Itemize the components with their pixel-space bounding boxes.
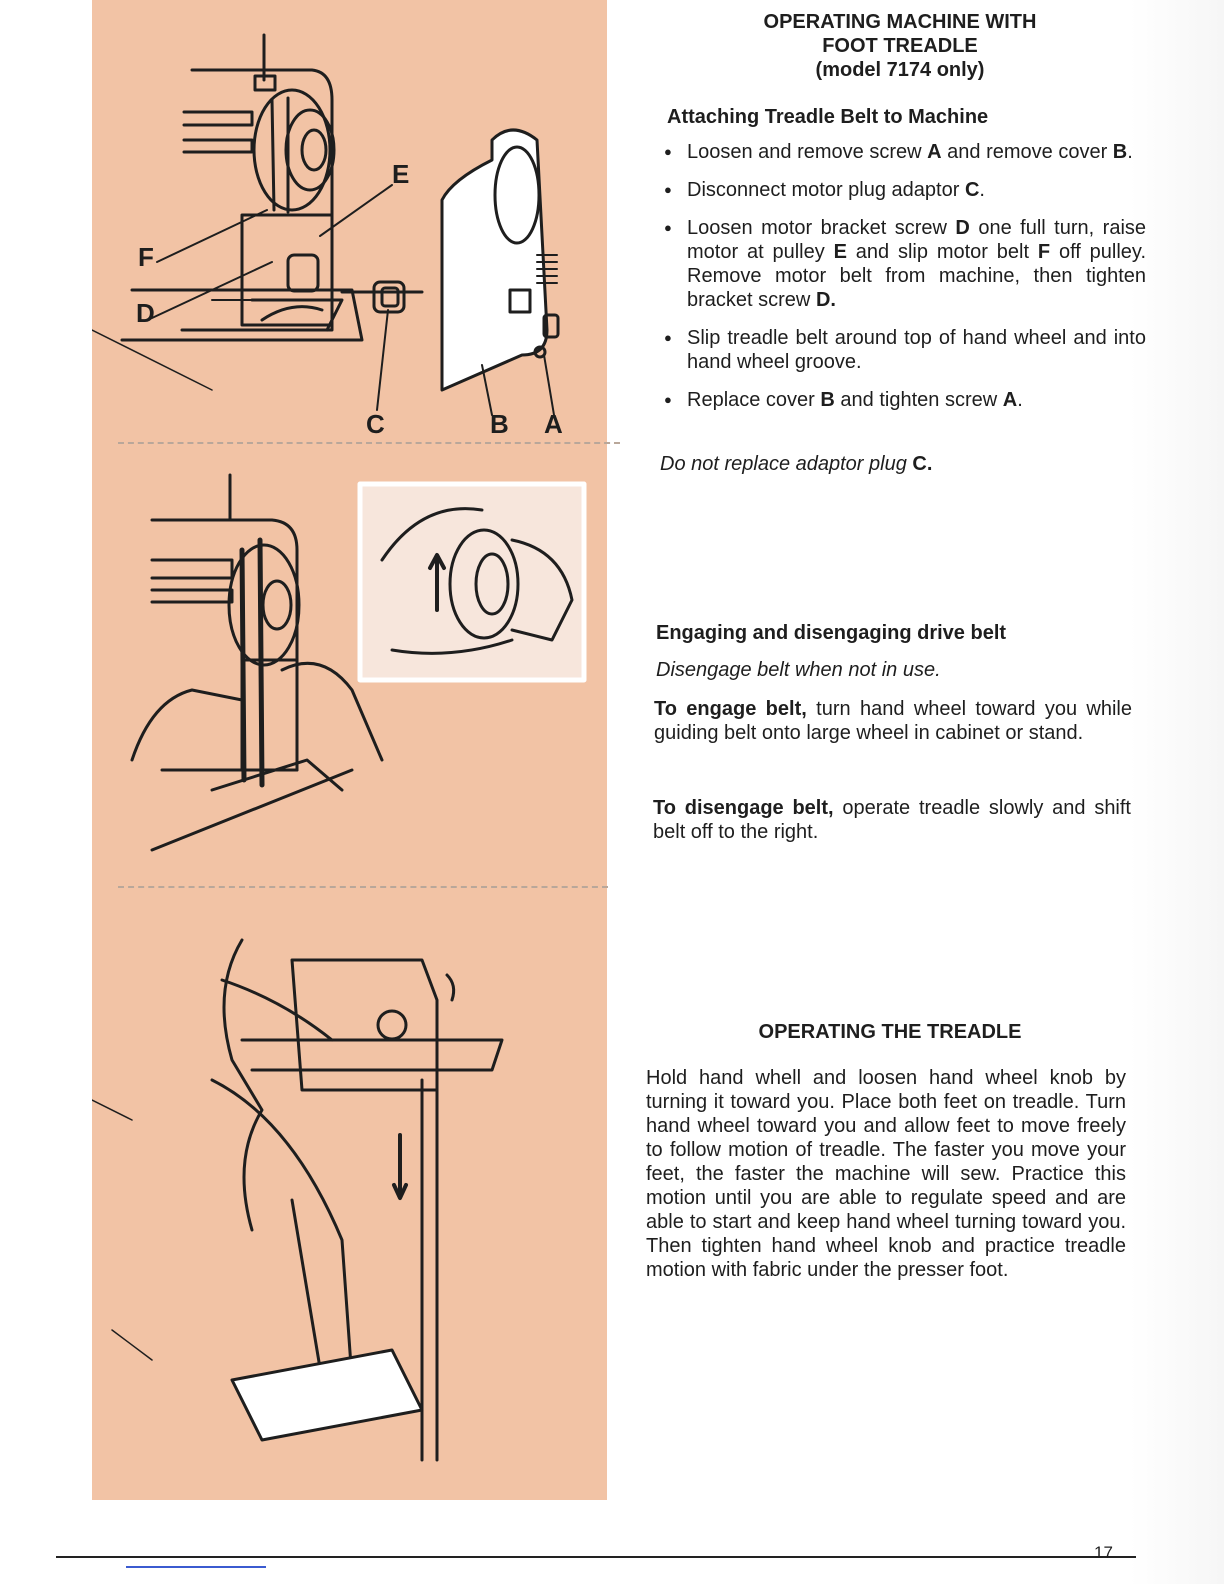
- footer-link-underline: [126, 1566, 266, 1568]
- label-b: B: [490, 409, 509, 439]
- section-heading-drive-belt: Engaging and disengaging drive belt: [656, 622, 1007, 644]
- disengage-note: Disengage belt when not in use.: [656, 659, 941, 681]
- instruction-list: [660, 140, 1146, 426]
- label-d: D: [136, 298, 155, 328]
- illustrations-svg: [92, 0, 607, 1500]
- footer-rule: [56, 1556, 1136, 1558]
- belt-engage-illustration: [132, 475, 382, 850]
- dashed-divider: [118, 442, 620, 444]
- treadle-woman-illustration: [92, 940, 502, 1460]
- label-f: F: [138, 242, 154, 272]
- section-heading-treadle: OPERATING THE TREADLE: [758, 1021, 1022, 1043]
- label-e: E: [392, 159, 410, 189]
- list-item: ● Loosen motor bracket screw D one full turn, raise motor at pulley E and slip motor belt F off pulley. Remove motor belt from machine, then tighten bracket screw D.: [660, 216, 1146, 312]
- machine-motor-illustration: [92, 35, 422, 410]
- disengage-paragraph: To disengage belt, operate treadle slowly and shift belt off to the right.: [653, 797, 1131, 843]
- list-item: ● Loosen and remove screw A and remove cover B.: [660, 140, 1146, 164]
- page-title: OPERATING MACHINE WITH FOOT TREADLE (model 7174 only): [763, 11, 1037, 81]
- treadle-paragraph: Hold hand whell and loosen hand wheel knob by turning it toward you. Place both feet on treadle. Turn hand wheel toward you and allow feet to move freely to follow motion of treadle. The faster you move your feet, the faster the machine will sew. Practice this motion until you are able to regulate speed and are able to start and keep hand wheel turning toward you. Then tighten hand wheel knob and practice treadle motion with fabric under the presser foot.: [646, 1067, 1126, 1281]
- label-c: C: [366, 409, 385, 439]
- label-a: A: [544, 409, 563, 439]
- section-heading-attaching: Attaching Treadle Belt to Machine: [667, 106, 989, 128]
- cover-b-illustration: [442, 130, 558, 415]
- adaptor-note: Do not replace adaptor plug C.: [660, 453, 933, 475]
- engage-paragraph: To engage belt, turn hand wheel toward you while guiding belt onto large wheel in cabinet or stand.: [654, 698, 1132, 744]
- list-item: ● Slip treadle belt around top of hand wheel and into hand wheel groove.: [660, 326, 1146, 374]
- list-item: ● Replace cover B and tighten screw A.: [660, 388, 1146, 412]
- list-item: ● Disconnect motor plug adaptor C.: [660, 178, 1146, 202]
- dashed-divider: [118, 886, 608, 888]
- page-number: 17: [1094, 1543, 1113, 1562]
- illustration-panel: [92, 0, 607, 1500]
